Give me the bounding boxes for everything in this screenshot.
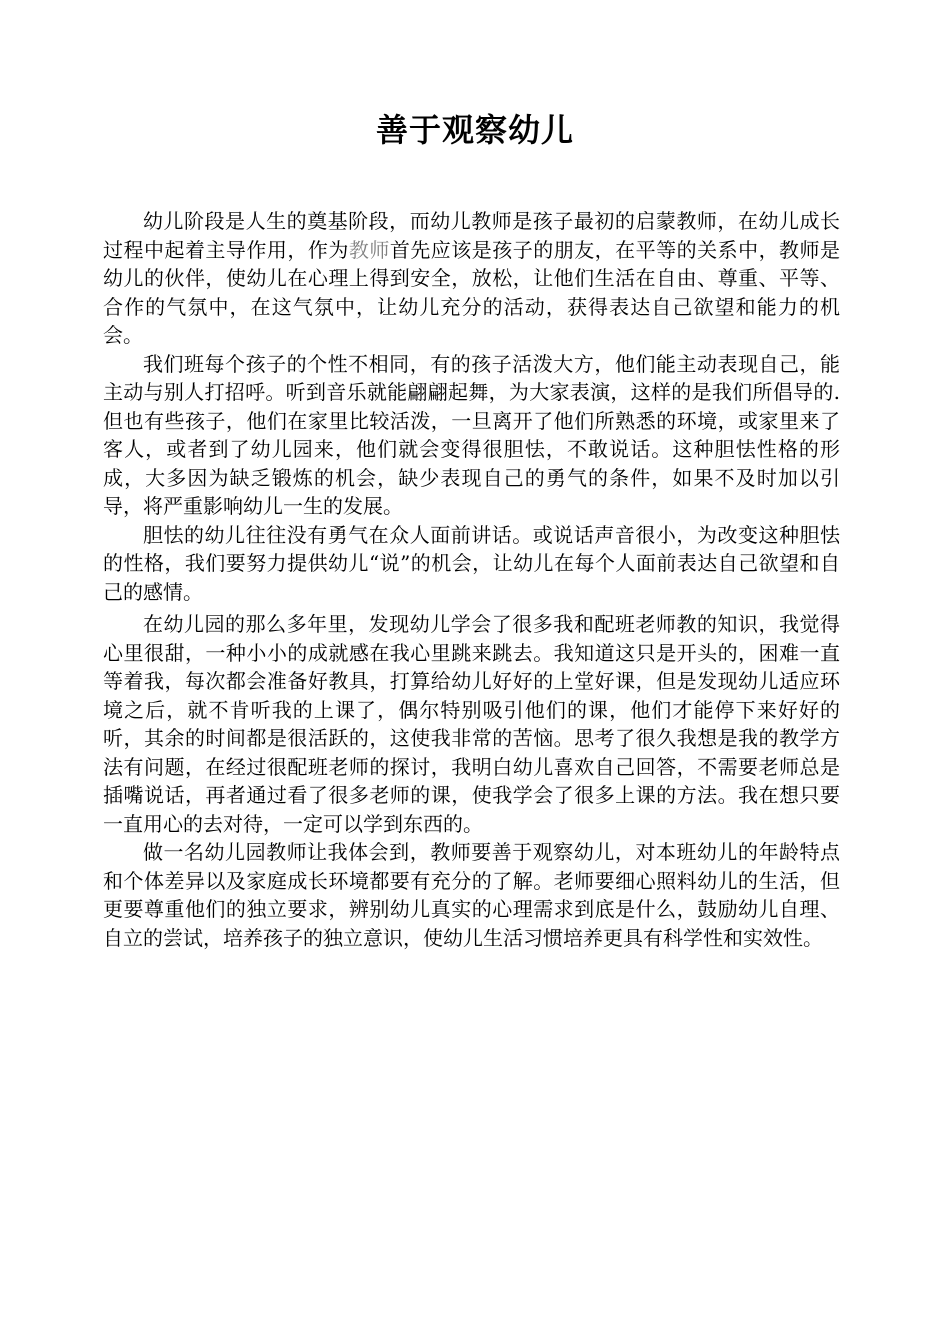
paragraph-5: 做一名幼儿园教师让我体会到，教师要善于观察幼儿，对本班幼儿的年龄特点和个体差异以及家庭成长环境都要有充分的了解。老师要细心照料幼儿的生活，但更要尊重他们的独立要求，辨别幼儿真实的心理需求到底是什么，鼓励幼儿自理、自立的尝试，培养孩子的独立意识，使幼儿生活习惯培养更具有科学性和实效性。 bbox=[103, 840, 840, 950]
paragraph-4: 在幼儿园的那么多年里，发现幼儿学会了很多我和配班老师教的知识，我觉得心里很甜，一种小小的成就感在我心里跳来跳去。我知道这只是开头的，困难一直等着我，每次都会准备好教具，打算给幼儿好好的上堂好课，但是发现幼儿适应环境之后，就不肯听我的上课了，偶尔特别吸引他们的课，他们才能停下来好好的听，其余的时间都是很活跃的，这使我非常的苦恼。思考了很久我想是我的教学方法有问题，在经过很配班老师的探讨，我明白幼儿喜欢自己回答，不需要老师总是插嘴说话，再者通过看了很多老师的课，使我学会了很多上课的方法。我在想只要一直用心的去对待，一定可以学到东西的。 bbox=[103, 612, 840, 836]
paragraph-2: 我们班每个孩子的个性不相同，有的孩子活泼大方，他们能主动表现自己，能主动与别人打招呼。听到音乐就能翩翩起舞，为大家表演，这样的是我们所倡导的.但也有些孩子，他们在家里比较活泼，一旦离开了他们所熟悉的环境，或家里来了客人，或者到了幼儿园来，他们就会变得很胆怯，不敢说话。这种胆怯性格的形成，大多因为缺乏锻炼的机会，缺少表现自己的勇气的条件，如果不及时加以引导，将严重影响幼儿一生的发展。 bbox=[103, 351, 840, 518]
paragraph-1-text-b: 首先应该是孩子的朋友，在平等的关系中，教师是幼儿的伙伴，使幼儿在心理上得到安全，放松，让他们生活在自由、尊重、平等、合作的气氛中，在这气氛中，让幼儿充分的活动，获得表达自己欲望和能力的机会。 bbox=[103, 237, 841, 347]
document-body bbox=[103, 207, 840, 952]
paragraph-1-text-a: 幼儿阶段是人生的奠基阶段，而幼儿教师是孩子最初的启蒙教师，在幼儿成长过程中起着主导作用，作为 bbox=[103, 209, 840, 262]
paragraph-3: 胆怯的幼儿往往没有勇气在众人面前讲话。或说话声音很小，为改变这种胆怯的性格，我们要努力提供幼儿“说”的机会，让幼儿在每个人面前表达自己欲望和自己的感情。 bbox=[103, 522, 840, 604]
paragraph-1 bbox=[103, 207, 840, 350]
teacher-link-text[interactable]: 教师 bbox=[348, 237, 390, 262]
document-title: 善于观察幼儿 bbox=[375, 111, 574, 149]
